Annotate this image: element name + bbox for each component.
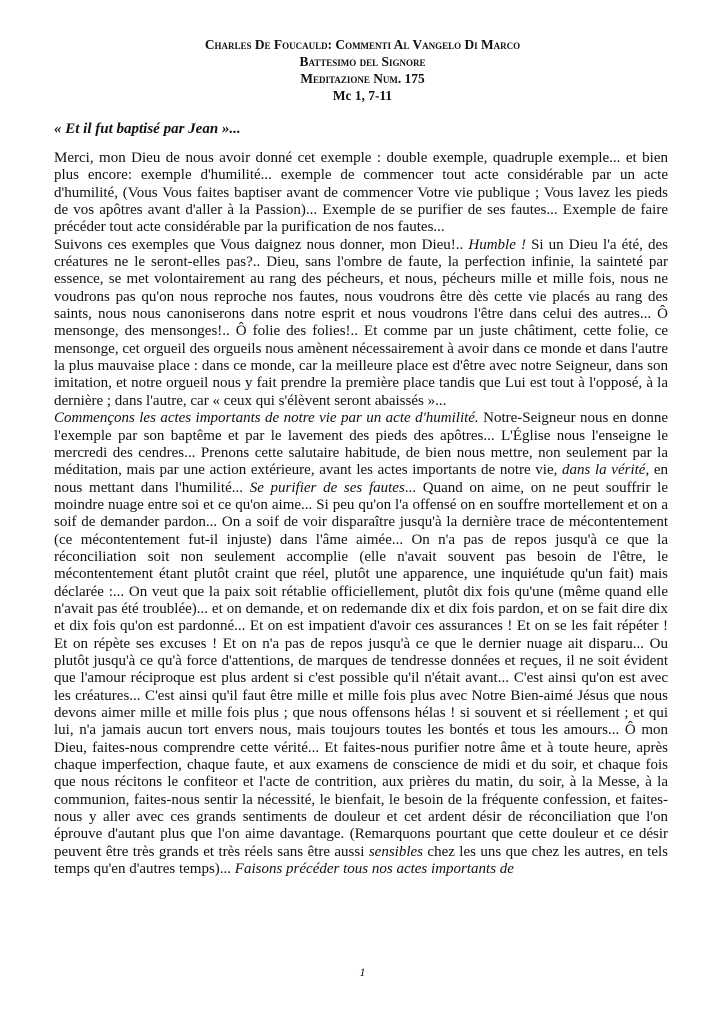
paragraph-3-text-b: Notre-Seigneur nous en donne l'exemple par son baptême et par le lavement des pieds des apôtres... L'Église nous l'enseigne le mercredi des cendres... Prenons cette salutaire habitude, de bien nous mettre, non seulement par la méditation, mais par une action extérieure, avant les actes importants de notre vie, [54, 410, 668, 479]
paragraph-3-text-d: , en nous mettant dans l'humilité... [54, 462, 668, 496]
paragraph-1: Merci, mon Dieu de nous avoir donné cet exemple : double exemple, quadruple exemple... et bien plus encore: exemple d'humilité... exemple de commencer tout acte considérable par un acte d'humilité, (Vous Vous faites baptiser avant de commencer Votre vie publique ; Vous lavez les pieds de vos apôtres avant d'aller à la Passion)... Exemple de se purifier de ses fautes... Exemple de faire précéder tout acte considérable par la purification de nos fautes... [54, 150, 668, 236]
paragraph-2-text-c: Si un Dieu l'a été, des créatures ne le seront-elles pas?.. Dieu, sans l'ombre de faute, la perfection infinie, la sainteté par essence, se met volontairement au rang des pécheurs, et nous, pécheurs mille et mille fois, nous ne voudrons pas qu'on nous reproche nos fautes, nous voudrons être dès cette vie placés au rang des saints, nous nous canoniserons dans notre esprit et nous voudrons l'être dans celui des autres... Ô mensonge, des mensonges!.. Ô folie des folies!.. Et comme par un juste châtiment, cette folie, ce mensonge, cet orgueil des orgueils nous amènent nécessairement à avoir dans ce monde et dans l'autre la plus mauvaise place : dans ce monde, car la meilleure place est d'être avec notre Seigneur, dans son imitation, et notre orgueil nous y fait prendre la première place tandis que Lui est tout à l'opposé, à la dernière ; dans l'autre, car « ceux qui s'élèvent seront abaissés »... [54, 236, 668, 409]
paragraph-3-text-f: ... Quand on aime, on ne peut souffrir le moindre nuage entre soi et ce qu'on aime... Si peu qu'on l'a offensé on en souffre mortellement et on a soif de demander pardon... On a soif de voir disparaître jusqu'à la dernière trace de mécontentement (ce mécontentement fut-il injuste) dans l'âme aimée... On n'a pas de repos jusqu'à ce que la réconciliation soit non seulement accomplie (elle n'avait souvent pas besoin de l'être, le mécontentement étant plutôt craint que réel, plutôt une apparence, une inquiétude qu'un fait) mais déclarée :... On veut que la paix soit rétablie officiellement, plutôt dix fois qu'une (même quand elle n'avait pas été troublée)... et on demande, et on redemande dix et dix fois pardon, et on se fait dire dix et dix fois qu'on est pardonné... Et on est impatient d'avoir ces assurances ! Et on se les fait répéter ! Et on répète ses excuses ! Et on n'a pas de repos jusqu'à ce que le dernier nuage ait disparu... Ou plutôt jusqu'à ce qu'à force d'attentions, de marques de tendresse données et reçues, il ne soit évident que l'amour réciproque est plus ardent si c'est possible qu'il n'était avant... C'est ainsi qu'on est avec les créatures... C'est ainsi qu'il faut être mille et mille fois plus avec Notre Bien-aimé Jésus que nous devons aimer mille et mille fois plus ; que nous offensons hélas ! si souvent et si réellement ; et qui lui, n'a jamais aucun tort envers nous, mais toujours toutes les bontés et tous les amours... Ô mon Dieu, faites-nous comprendre cette vérité... Et faites-nous purifier notre âme et à toute heure, après chaque imperfection, chaque faute, et aux examens de conscience de midi et du soir, et chaque fois que nous récitons le confiteor et l'acte de contrition, aux prières du matin, du soir, à la Messe, à la communion, faites-nous sentir la nécessité, le bienfait, le besoin de la fréquente confession, et faites-nous y aller avec ces grands sentiments de douleur et cet ardent désir de réconciliation que l'on éprouve d'autant plus que l'on aime davantage. (Remarquons pourtant que cette douleur et ce désir peuvent être très grands et très réels sans être aussi [54, 479, 668, 860]
header-subtitle: Battesimo del Signore [299, 54, 426, 69]
header-title: Charles De Foucauld: Commenti Al Vangelo Di Marco [204, 37, 521, 52]
paragraph-2 [54, 237, 668, 410]
paragraph-2-text-a: Suivons ces exemples que Vous daignez nous donner, mon Dieu!.. [54, 236, 469, 253]
paragraph-3-emphasis-e: Se purifier de ses fautes [249, 479, 405, 496]
paragraph-2-emphasis: Humble ! [468, 236, 526, 253]
header-meditation-number: Meditazione Num. 175 [300, 71, 425, 86]
section-heading: « Et il fut baptisé par Jean »... [54, 121, 241, 137]
document-header [0, 36, 725, 104]
document-body [54, 150, 668, 878]
paragraph-3 [54, 410, 668, 878]
page-number: 1 [359, 965, 366, 979]
paragraph-3-emphasis-c: dans la vérité [562, 462, 646, 479]
paragraph-3-emphasis-i: Faisons précéder tous nos actes importants de [234, 861, 514, 878]
paragraph-3-emphasis-g: sensibles [368, 843, 423, 860]
header-gospel-reference: Mc 1, 7-11 [332, 88, 393, 103]
paragraph-3-emphasis-a: Commençons les actes importants de notre vie par un acte d'humilité. [54, 410, 479, 427]
paragraph-3-text-h: chez les uns que chez les autres, en tels temps qu'en d'autres temps)... [54, 843, 669, 878]
